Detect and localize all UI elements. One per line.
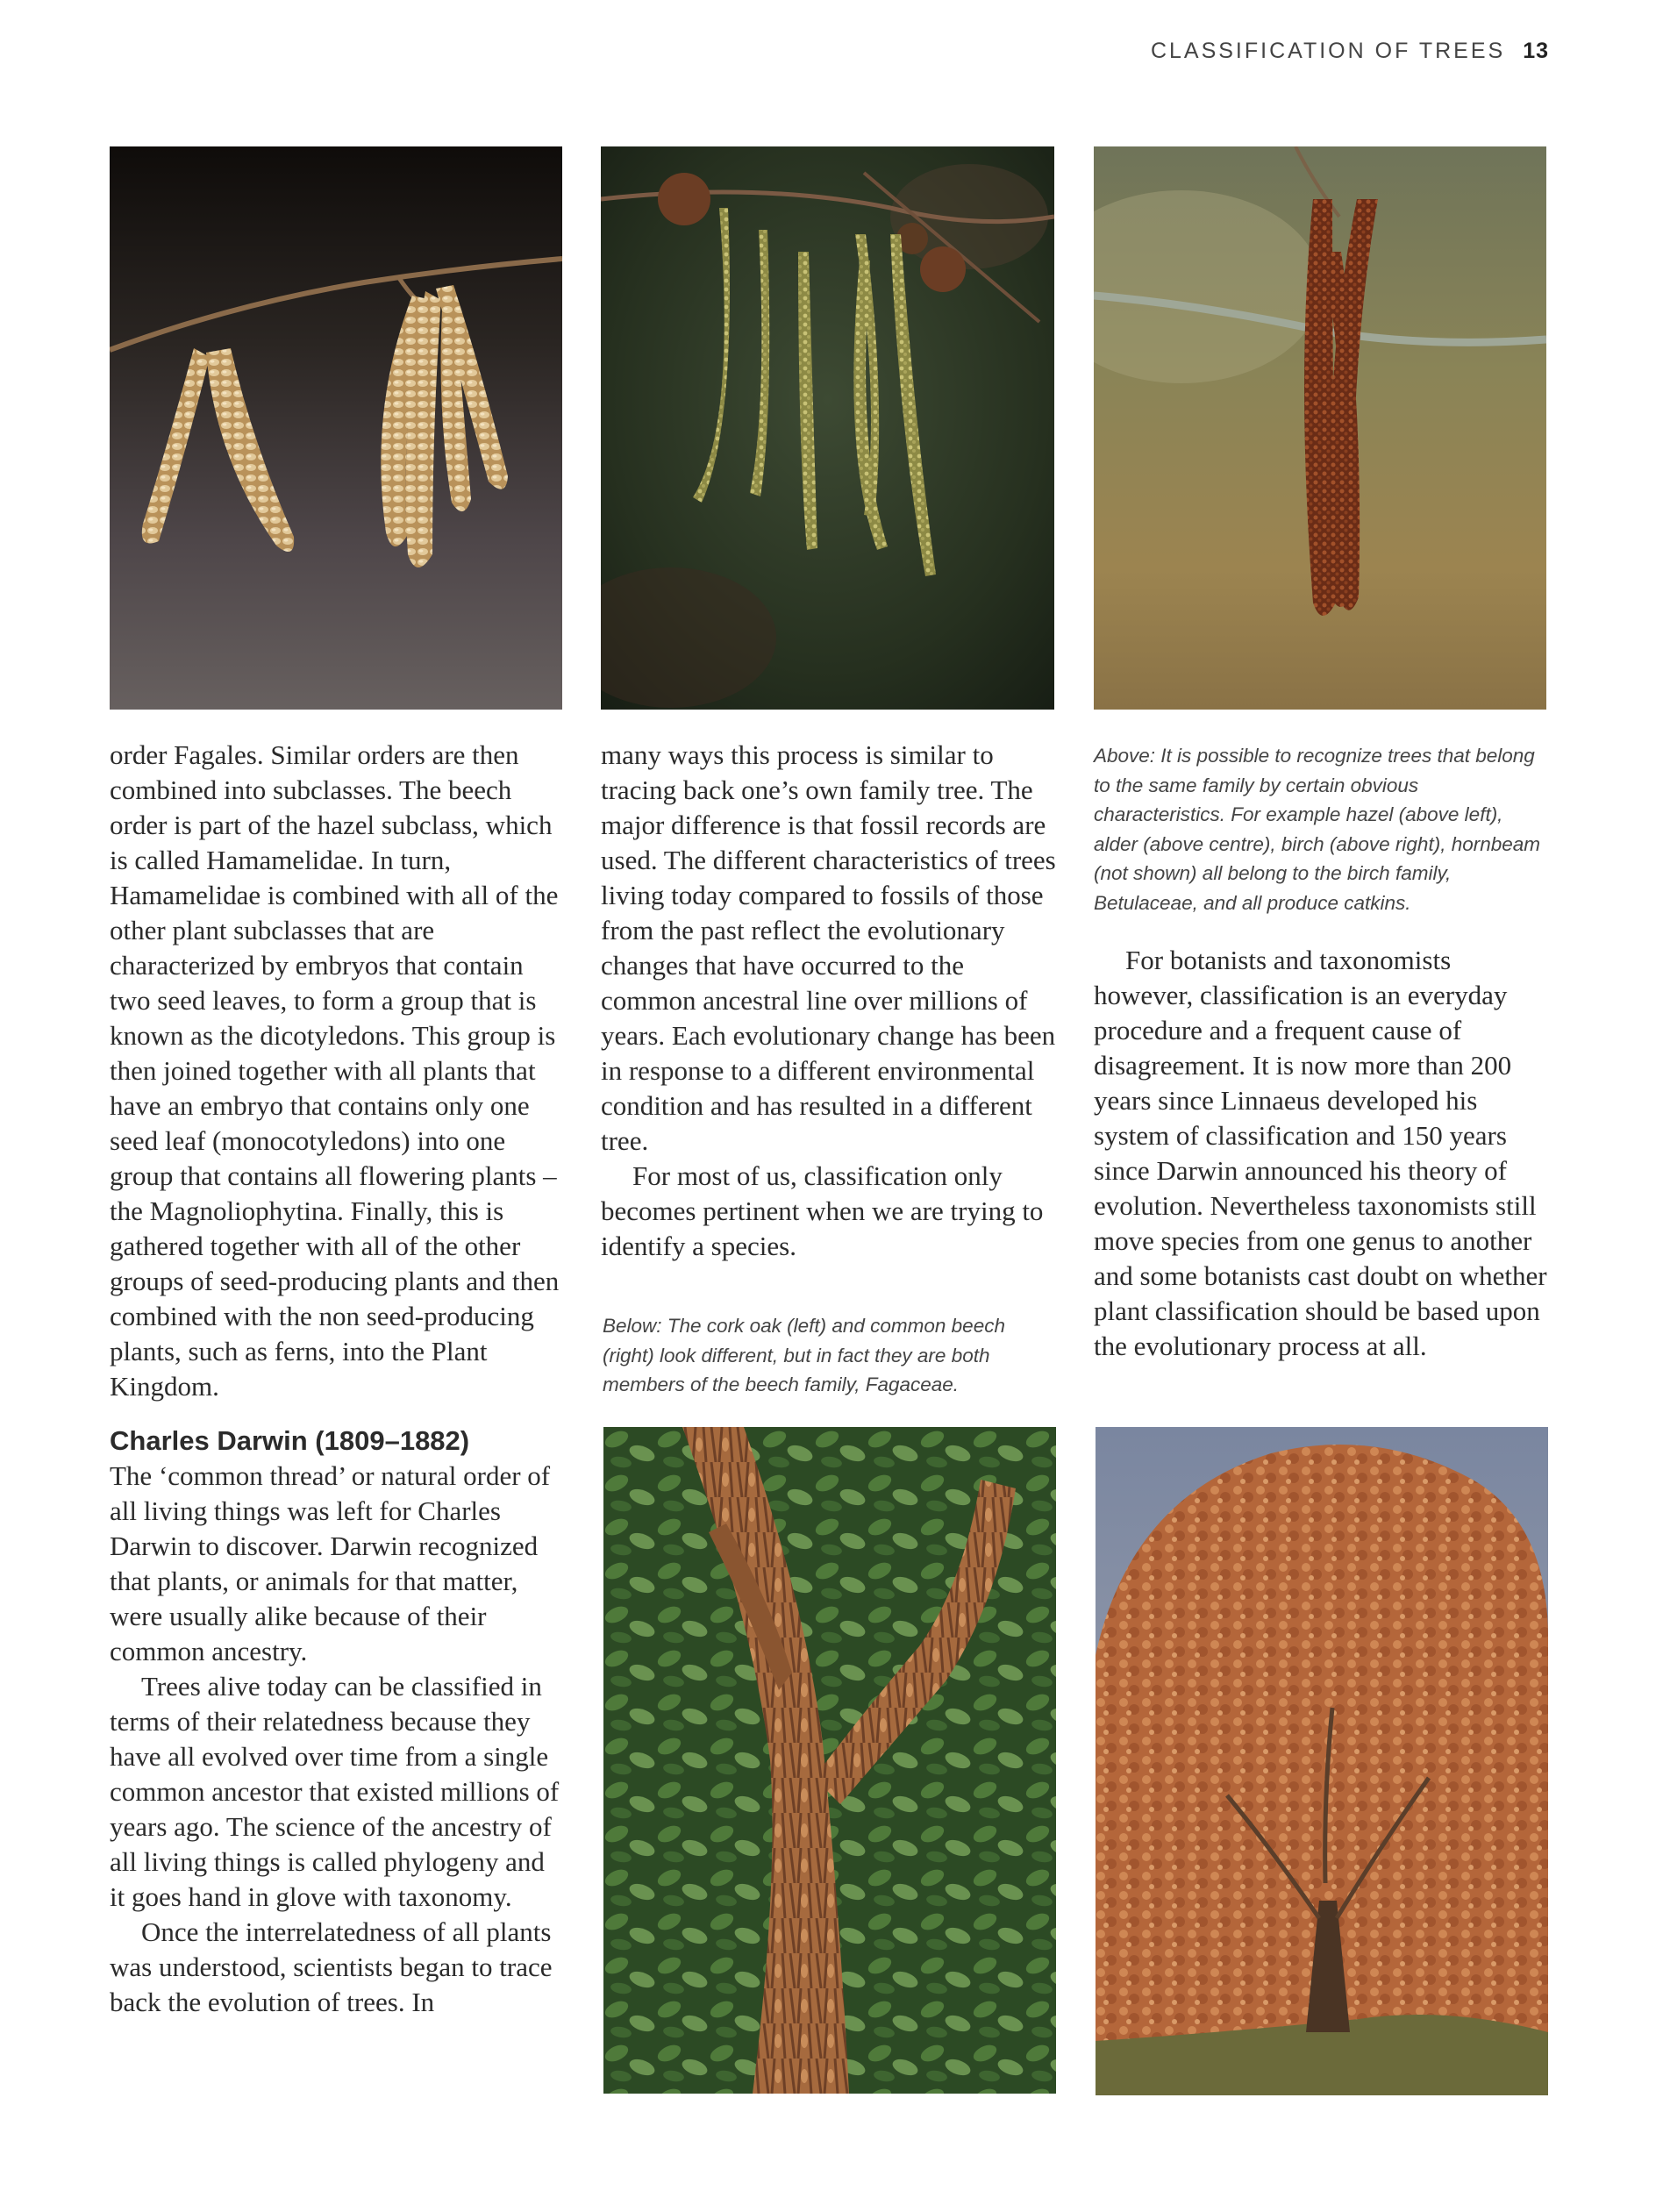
col3-paragraph-1: For botanists and taxonomists however, classification is an everyday procedure and a frequent cause of disagreement. It is now more than 200 years since Linnaeus developed his system of classification and 150 years since Darwin announced his theory of evolution. Nevertheless taxonomists still move species from one genus to another and some botanists cast doubt on whether plant classification should be based upon the evolutionary process at all. (1094, 945, 1547, 1361)
col1-paragraph-2: The ‘common thread’ or natural order of all living things was left for Charles Darwin to discover. Darwin recognized that plants, or animals for that matter, were usually alike because of their common ancestry. (110, 1460, 551, 1666)
col2-paragraph-1: many ways this process is similar to tracing back one’s own family tree. The major difference is that fossil records are used. The different characteristics of trees living today compared to fossils of those from the past reflect the evolutionary changes that have occurred to the common ancestral line over millions of years. Each evolutionary change has been in response to a different environmental condition and has resulted in a different tree. (601, 739, 1056, 1156)
section-subheading: Charles Darwin (1809–1882) (110, 1425, 470, 1456)
section-title: CLASSIFICATION OF TREES (1150, 39, 1506, 63)
caption-above: Above: It is possible to recognize trees that belong to the same family by certain obvious characteristics. For example hazel (above left), alder (above centre), birch (above right), hornbeam (not shown) all belong to the birch family, Betulaceae, and all produce catkins. (1094, 745, 1541, 914)
col1-paragraph-3: Trees alive today can be classified in terms of their relatedness because they have all evolved over time from a single common ancestor that existed millions of years ago. The science of the ancestry of all living things is called phylogeny and it goes hand in glove with taxonomy. (110, 1671, 560, 1912)
col2-paragraph-2: For most of us, classification only becomes pertinent when we are trying to identify a species. (601, 1160, 1044, 1261)
running-head (1151, 39, 1549, 64)
column-1 (110, 738, 566, 2020)
column-3 (1094, 943, 1550, 1364)
alder-catkins-photo (601, 146, 1054, 710)
col1-paragraph-4: Once the interrelatedness of all plants was understood, scientists began to trace back the evolution of trees. In (110, 1916, 553, 2017)
page-number: 13 (1523, 39, 1549, 63)
caption-below: Below: The cork oak (left) and common beech (right) look different, but in fact they are both members of the beech family, Fagaceae. (603, 1315, 1005, 1395)
hazel-catkins-photo (110, 146, 562, 710)
beech-tree-photo (1096, 1427, 1548, 2095)
birch-catkins-photo (1094, 146, 1546, 710)
column-2 (601, 738, 1057, 1264)
col1-paragraph-1: order Fagales. Similar orders are then combined into subclasses. The beech order is part of the hazel subclass, which is called Hamamelidae. In turn, Hamamelidae is combined with all of the other plant subclasses that are characterized by embryos that contain two seed leaves, to form a group that is known as the dicotyledons. This group is then joined together with all plants that have an embryo that contains only one seed leaf (monocotyledons) into one group that contains all flowering plants – the Magnoliophytina. Finally, this is gathered together with all of the other groups of seed-producing plants and then combined with the non seed-producing plants, such as ferns, into the Plant Kingdom. (110, 739, 560, 1402)
cork-oak-photo (603, 1427, 1056, 2094)
